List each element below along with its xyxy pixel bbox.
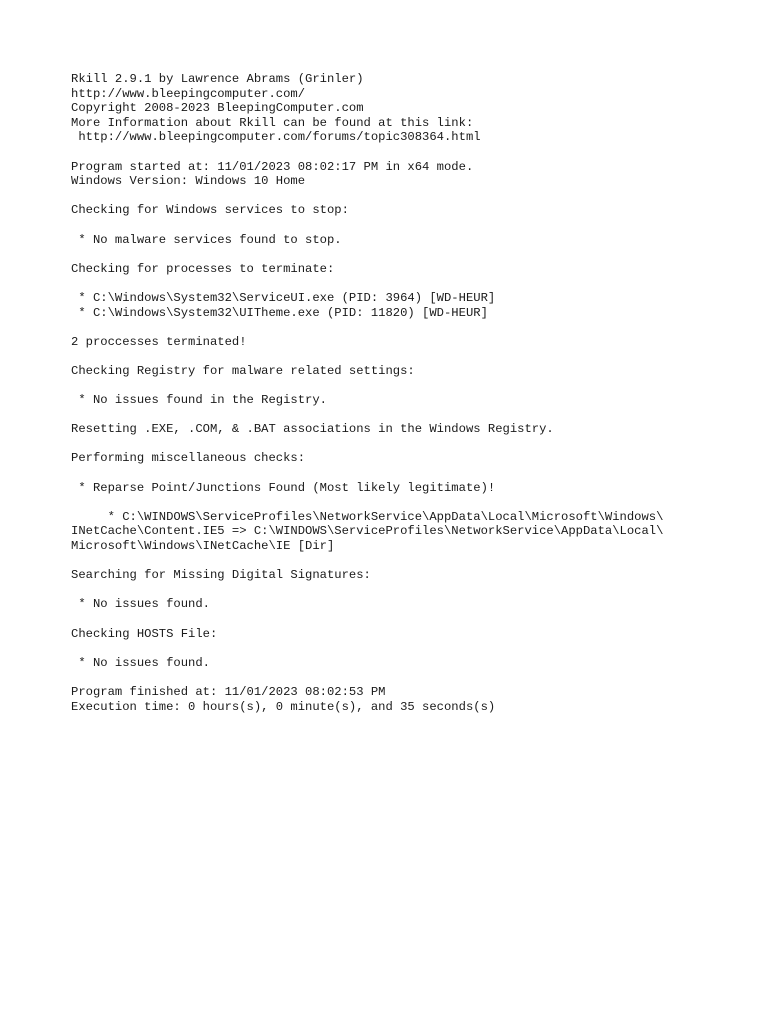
- program-started: Program started at: 11/01/2023 08:02:17 PM in x64 mode.: [71, 159, 474, 174]
- blank-line: [71, 641, 731, 656]
- reparse-found: * Reparse Point/Junctions Found (Most likely legitimate)!: [71, 480, 496, 495]
- blank-line: [71, 145, 731, 160]
- blank-line: [71, 408, 731, 423]
- blank-line: [71, 218, 731, 233]
- reparse-path-line: INetCache\Content.IE5 => C:\WINDOWS\ServiceProfiles\NetworkService\AppData\Local\: [71, 524, 664, 539]
- reparse-path-line: * C:\WINDOWS\ServiceProfiles\NetworkService\AppData\Local\Microsoft\Windows\: [71, 509, 664, 524]
- log-copyright: Copyright 2008-2023 BleepingComputer.com: [71, 101, 364, 116]
- blank-line: [71, 320, 731, 335]
- blank-line: [71, 378, 731, 393]
- processes-heading: Checking for processes to terminate:: [71, 261, 335, 276]
- blank-line: [71, 247, 731, 262]
- windows-version: Windows Version: Windows 10 Home: [71, 174, 306, 189]
- signatures-heading: Searching for Missing Digital Signatures:: [71, 568, 371, 583]
- log-forum-url: http://www.bleepingcomputer.com/forums/topic308364.html: [71, 130, 481, 145]
- blank-line: [71, 554, 731, 569]
- process-entry: * C:\Windows\System32\ServiceUI.exe (PID: 3964) [WD-HEUR]: [71, 290, 496, 305]
- services-result: * No malware services found to stop.: [71, 232, 342, 247]
- rkill-log-document: [71, 72, 731, 714]
- services-heading: Checking for Windows services to stop:: [71, 203, 349, 218]
- blank-line: [71, 189, 731, 204]
- misc-heading: Performing miscellaneous checks:: [71, 451, 306, 466]
- process-entry: * C:\Windows\System32\UITheme.exe (PID: 11820) [WD-HEUR]: [71, 305, 488, 320]
- blank-line: [71, 612, 731, 627]
- blank-line: [71, 349, 731, 364]
- registry-heading: Checking Registry for malware related settings:: [71, 363, 415, 378]
- blank-line: [71, 437, 731, 452]
- blank-line: [71, 495, 731, 510]
- processes-terminated: 2 proccesses terminated!: [71, 334, 247, 349]
- blank-line: [71, 466, 731, 481]
- reparse-path-line: Microsoft\Windows\INetCache\IE [Dir]: [71, 539, 335, 553]
- log-more-info: More Information about Rkill can be found at this link:: [71, 115, 474, 130]
- hosts-result: * No issues found.: [71, 655, 210, 670]
- program-finished: Program finished at: 11/01/2023 08:02:53 PM: [71, 684, 386, 699]
- log-title: Rkill 2.9.1 by Lawrence Abrams (Grinler): [71, 72, 364, 86]
- log-website-url: http://www.bleepingcomputer.com/: [71, 86, 306, 101]
- registry-result: * No issues found in the Registry.: [71, 393, 327, 408]
- resetting-associations: Resetting .EXE, .COM, & .BAT associations in the Windows Registry.: [71, 422, 554, 437]
- blank-line: [71, 583, 731, 598]
- signatures-result: * No issues found.: [71, 597, 210, 612]
- blank-line: [71, 276, 731, 291]
- hosts-heading: Checking HOSTS File:: [71, 626, 218, 641]
- blank-line: [71, 670, 731, 685]
- execution-time: Execution time: 0 hours(s), 0 minute(s), and 35 seconds(s): [71, 699, 496, 714]
